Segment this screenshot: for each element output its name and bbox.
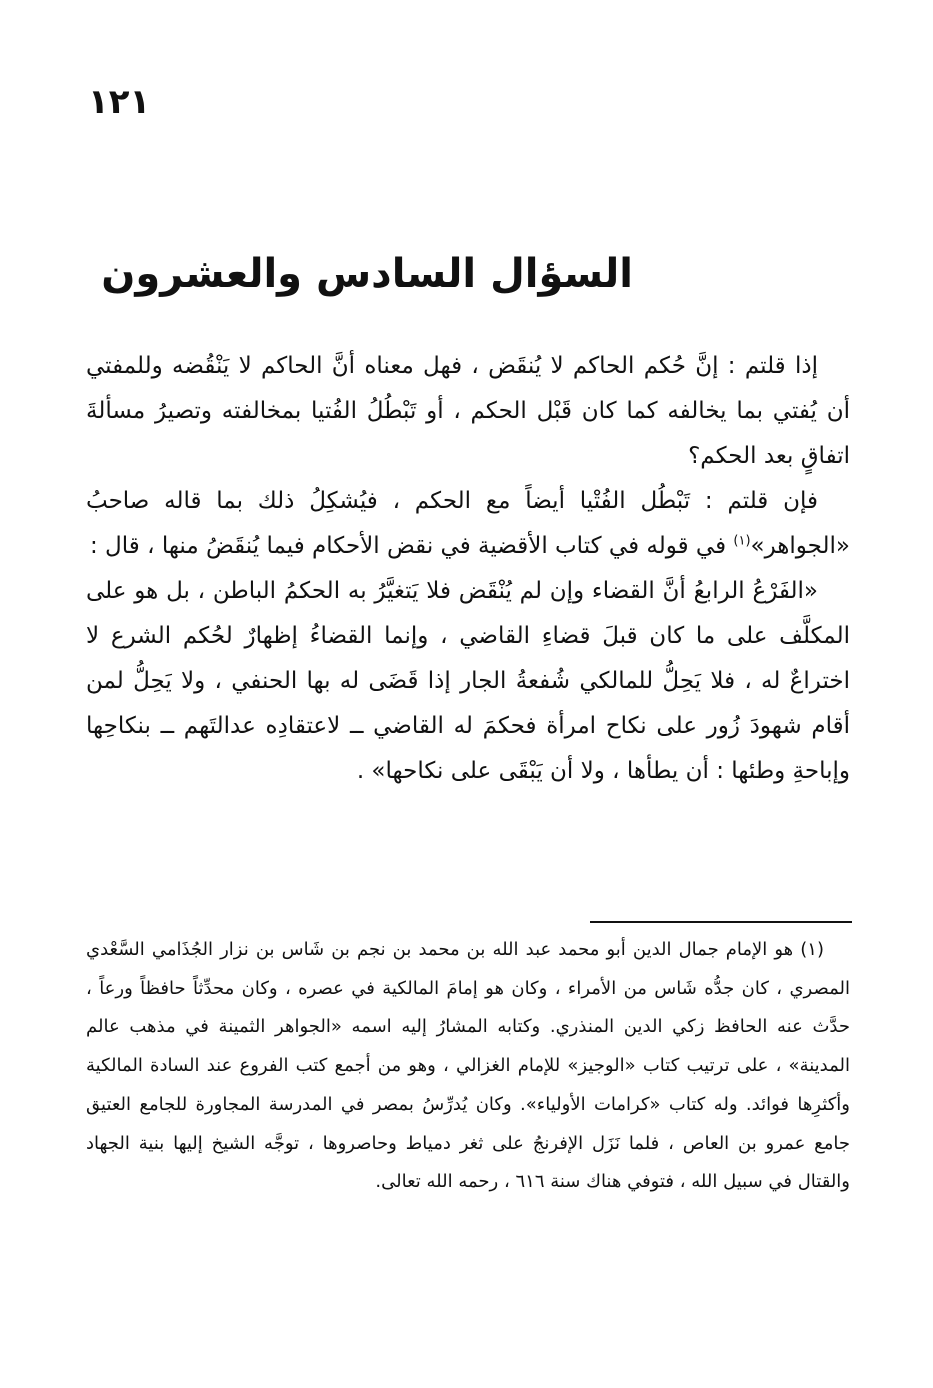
footnote-body: هو الإمام جمال الدين أبو محمد عبد الله بن محمد بن نجم بن شَاس بن نزار الجُذَامي السَّعْدي المصري ، كان جدُّه شَاس من الأمراء ، وكان هو إمامَ المالكية في عصره ، وكان محدِّثاً حافظاً ورعاً ، حدَّث عنه الحافظ زكي الدين المنذري. وكتابه المشارُ إليه اسمه «الجواهر الثمينة في مذهب عالم المدينة» ، على ترتيب كتاب «الوجيز» للإمام الغزالي ، وهو من أجمع كتب الفروع عند السادة المالكية وأكثرِها فوائد. وله كتاب «كرامات الأولياء». وكان يُدرِّسُ بمصر في المدرسة المجاورة للجامع العتيق جامع عمرو بن العاص ، فلما نَزَل الإفرنجُ على ثغر دمياط وحاصروها ، توجَّه الشيخ إليها بنية الجهاد والقتال في سبيل الله ، فتوفي هناك سنة ٦١٦ ، رحمه الله تعالى.	[86, 939, 850, 1193]
chapter-title: السؤال السادس والعشرون	[101, 251, 633, 297]
footnote-text	[86, 931, 850, 1202]
paragraph-quote: «الفَرْعُ الرابعُ أنَّ القضاء وإن لم يُنْقَض فلا يَتغيَّرُ به الحكمُ الباطن ، بل هو على المكلَّف على ما كان قبلَ قضاءِ القاضي ، وإنما القضاءُ إظهارٌ لحُكم الشرع لا اختراعٌ له ، فلا يَحِلُّ للمالكي شُفعةُ الجار إذا قَضَى له بها الحنفي ، ولا يَحِلُّ لمن أقام شهودَ زُور على نكاح امرأة فحكمَ له القاضي ــ لاعتقادِه عدالتَهم ــ بنكاحِها وإباحةِ وطئها : أن يطأها ، ولا أن يَبْقَى على نكاحها» .	[86, 578, 850, 784]
paragraph-objection-end: في قوله في كتاب الأقضية في نقض الأحكام فيما يُنقَضُ منها ، قال :	[90, 533, 727, 559]
footnote-marker: (١)	[733, 533, 751, 549]
paragraph-objection	[86, 479, 850, 569]
page-number: ١٢١	[88, 82, 151, 122]
footnote-number: (١)	[800, 939, 824, 960]
paragraph-question: إذا قلتم : إنَّ حُكم الحاكم لا يُنقَض ، فهل معناه أنَّ الحاكم لا يَنْقُضه وللمفتي أن يُفتي بما يخالفه كما كان قَبْل الحكم ، أو تَبْطُلُ الفُتيا بمخالفته وتصيرُ مسألةَ اتفاقٍ بعد الحكم؟	[86, 353, 850, 469]
paragraph-objection-start: فإن قلتم : تَبْطُل الفُتْيا أيضاً مع الحكم ، فيُشكِلُ ذلك بما قاله صاحبُ «الجواهر»	[86, 488, 850, 559]
footnote-divider	[590, 921, 852, 923]
main-text	[86, 344, 850, 794]
footnote	[86, 931, 850, 1202]
